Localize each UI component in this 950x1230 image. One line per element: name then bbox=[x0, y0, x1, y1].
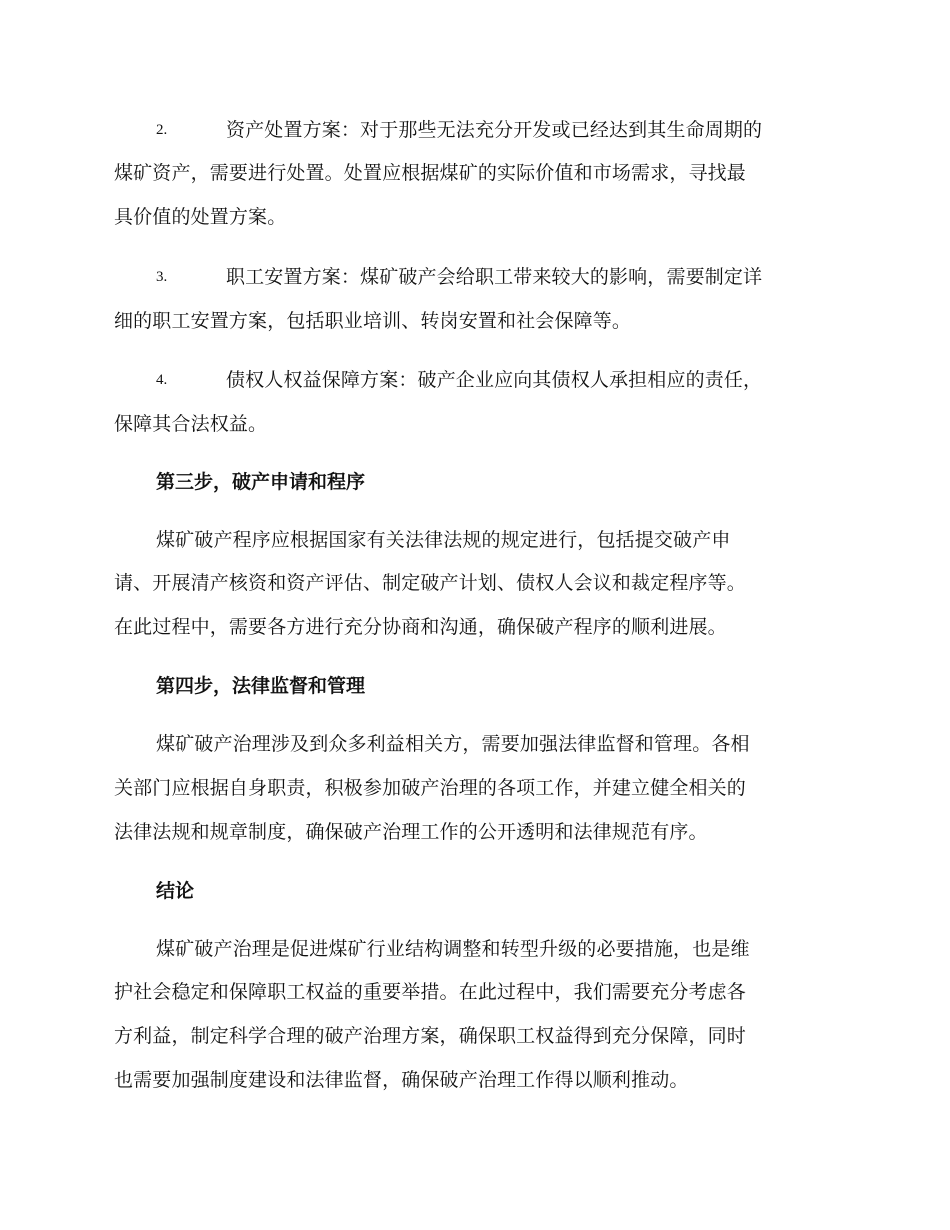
text-line: 煤矿资产，需要进行处置。处置应根据煤矿的实际价值和市场需求，寻找最 bbox=[114, 162, 746, 184]
text-line: 法律法规和规章制度，确保破产治理工作的公开透明和法律规范有序。 bbox=[114, 821, 708, 843]
list-item-number: 4. bbox=[156, 372, 168, 388]
section-heading: 第三步，破产申请和程序 bbox=[156, 471, 366, 493]
section-heading: 第四步，法律监督和管理 bbox=[156, 675, 366, 697]
text-line: 关部门应根据自身职责，积极参加破产治理的各项工作，并建立健全相关的 bbox=[114, 777, 746, 799]
text-line: 也需要加强制度建设和法律监督，确保破产治理工作得以顺利推动。 bbox=[114, 1069, 689, 1091]
text-line: 煤矿破产治理涉及到众多利益相关方，需要加强法律监督和管理。各相 bbox=[156, 733, 750, 755]
text-line: 煤矿破产程序应根据国家有关法律法规的规定进行，包括提交破产申 bbox=[156, 529, 731, 551]
text-line: 请、开展清产核资和资产评估、制定破产计划、债权人会议和裁定程序等。 bbox=[114, 572, 746, 594]
list-item-number: 2. bbox=[156, 122, 168, 138]
text-line: 保障其合法权益。 bbox=[114, 413, 268, 435]
text-line: 职工安置方案：煤矿破产会给职工带来较大的影响，需要制定详 bbox=[226, 266, 763, 288]
text-line: 煤矿破产治理是促进煤矿行业结构调整和转型升级的必要措施，也是维 bbox=[156, 938, 750, 960]
list-item-number: 3. bbox=[156, 269, 168, 285]
text-line: 资产处置方案：对于那些无法充分开发或已经达到其生命周期的 bbox=[226, 119, 763, 141]
text-line: 方利益，制定科学合理的破产治理方案，确保职工权益得到充分保障，同时 bbox=[114, 1025, 746, 1047]
section-heading: 结论 bbox=[156, 880, 195, 902]
text-line: 债权人权益保障方案：破产企业应向其债权人承担相应的责任， bbox=[226, 369, 763, 391]
text-line: 在此过程中，需要各方进行充分协商和沟通，确保破产程序的顺利进展。 bbox=[114, 616, 727, 638]
text-line: 护社会稳定和保障职工权益的重要举措。在此过程中，我们需要充分考虑各 bbox=[114, 981, 746, 1003]
text-line: 具价值的处置方案。 bbox=[114, 206, 287, 228]
text-line: 细的职工安置方案，包括职业培训、转岗安置和社会保障等。 bbox=[114, 310, 632, 332]
